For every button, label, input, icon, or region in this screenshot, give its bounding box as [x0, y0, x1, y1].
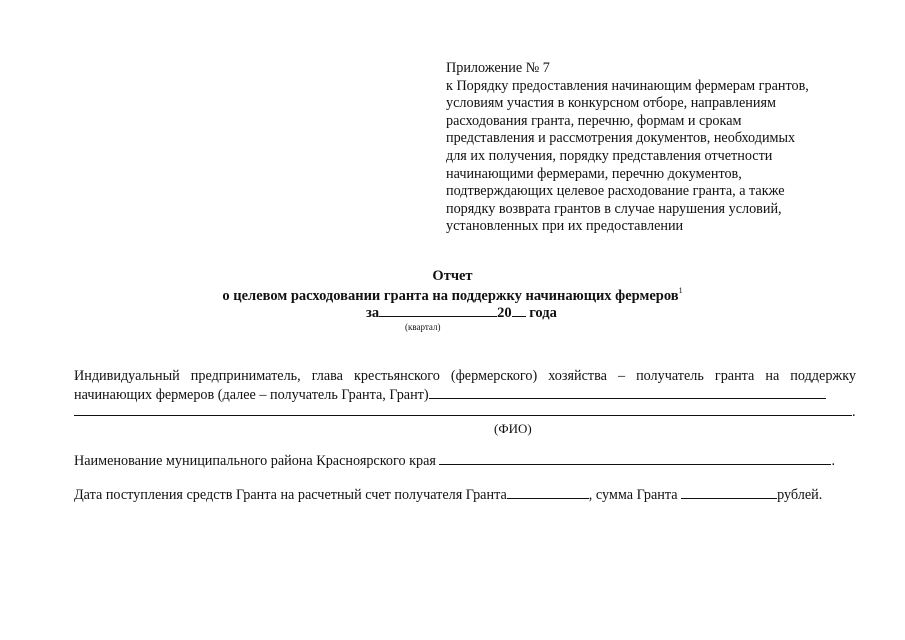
line-end-dot: .	[852, 404, 856, 420]
period-prefix: за	[366, 305, 380, 321]
appendix-line: порядку возврата грантов в случае нарушения условий,	[446, 200, 782, 217]
date-label: Дата поступления средств Гранта на расчетный счет получателя Гранта	[74, 487, 507, 503]
appendix-line: к Порядку предоставления начинающим фермерам грантов,	[446, 77, 809, 94]
appendix-block	[446, 60, 886, 236]
quarter-hint: (квартал)	[405, 322, 441, 332]
year-field[interactable]	[512, 304, 526, 317]
footnote-mark: 1	[678, 286, 683, 295]
appendix-line: представления и рассмотрения документов, необходимых	[446, 130, 796, 147]
period-year-prefix: 20	[497, 305, 512, 321]
recipient-line-1: Индивидуальный предприниматель, глава крестьянского (фермерского) хозяйства – получатель гранта на поддержку	[74, 368, 856, 384]
recipient-line-3	[74, 403, 856, 421]
report-subtitle	[0, 286, 905, 305]
report-title: Отчет	[432, 268, 473, 284]
quarter-field[interactable]	[379, 304, 497, 317]
appendix-line: начинающими фермерами, перечню документов,	[446, 165, 742, 182]
appendix-line: установленных при их предоставлении	[446, 218, 684, 235]
recipient-name-field-cont[interactable]	[74, 403, 852, 416]
appendix-line: подтверждающих целевое расходование гранта, а также	[446, 183, 785, 200]
recipient-line-2	[74, 386, 826, 404]
appendix-line: условиям участия в конкурсном отборе, направлениям	[446, 95, 776, 112]
sum-field[interactable]	[681, 486, 777, 499]
date-field[interactable]	[507, 486, 589, 499]
appendix-line: расходования гранта, перечню, формам и срокам	[446, 112, 742, 129]
district-end: .	[831, 453, 836, 469]
report-period	[366, 304, 557, 322]
period-suffix: года	[529, 305, 557, 321]
grant-date-row	[74, 486, 822, 504]
sum-label: , сумма Гранта	[588, 487, 678, 503]
district-label: Наименование муниципального района Красноярского края	[74, 453, 436, 469]
appendix-line: для их получения, порядку представления отчетности	[446, 147, 773, 164]
recipient-name-field[interactable]	[429, 386, 826, 399]
district-row	[74, 452, 835, 470]
fio-hint: (ФИО)	[494, 421, 532, 436]
district-field[interactable]	[439, 452, 831, 465]
appendix-line: Приложение № 7	[446, 60, 550, 76]
currency-label: рублей.	[777, 487, 823, 503]
recipient-label: начинающих фермеров (далее – получатель Гранта, Грант)	[74, 387, 429, 403]
report-subtitle-text: о целевом расходовании гранта на поддержку начинающих фермеров	[222, 288, 679, 304]
